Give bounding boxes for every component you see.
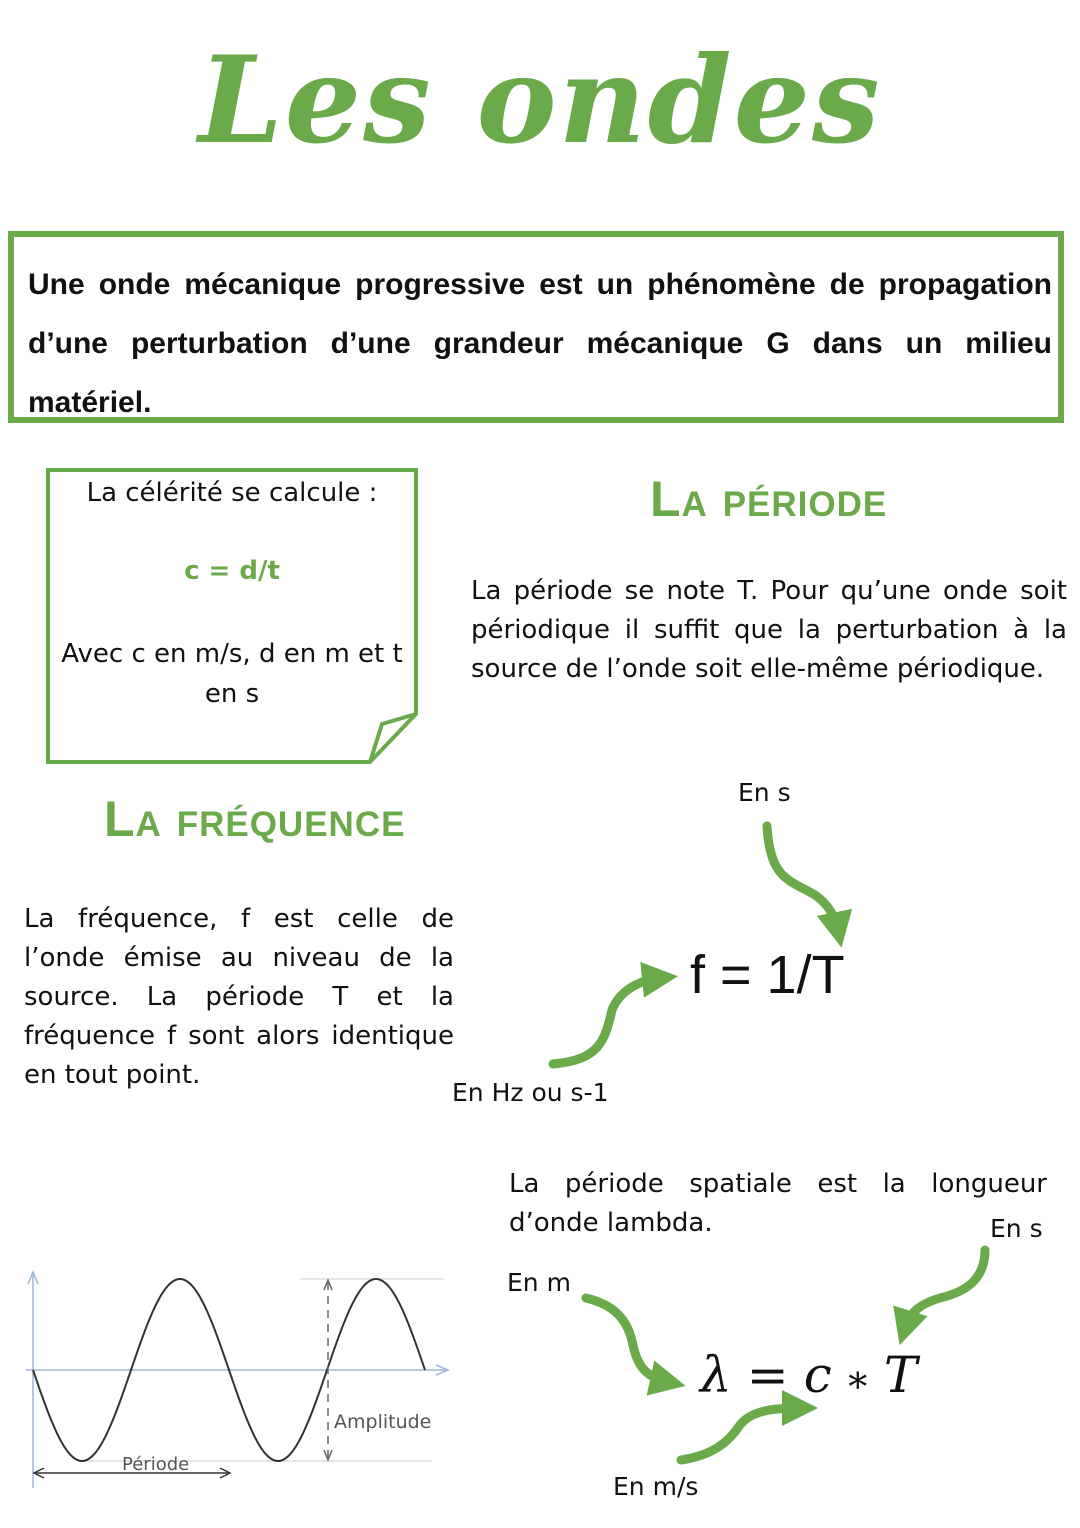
label-periode: Période: [122, 1454, 190, 1475]
arrow-en-m-to-lambda: [586, 1298, 668, 1382]
lambda-equals: =: [746, 1346, 789, 1404]
heading-frequence: La fréquence: [104, 791, 406, 847]
lambda-c: c: [803, 1346, 832, 1404]
definition-text: Une onde mécanique progressive est un phénomène de propagation d’une perturbation d’une grandeur mécanique G dans un milieu matériel.: [28, 268, 1052, 419]
label-en-s-top: En s: [738, 778, 791, 807]
label-amplitude: Amplitude: [334, 1411, 432, 1433]
celerity-formula: c = d/t: [184, 556, 280, 586]
arrow-hz-to-f: [553, 978, 660, 1064]
lambda-times: ∗: [844, 1357, 871, 1401]
label-en-s-lambda: En s: [990, 1214, 1043, 1243]
arrow-en-s-to-T: [905, 1250, 985, 1328]
lambda-formula: [700, 1346, 917, 1404]
heading-periode: La période: [650, 471, 888, 527]
label-en-m: En m: [507, 1268, 571, 1297]
lambda-symbol: λ: [700, 1346, 732, 1404]
label-en-hz: En Hz ou s-1: [452, 1078, 609, 1107]
arrow-en-ms-to-c: [681, 1408, 800, 1460]
celerity-units: Avec c en m/s, d en m et t en s: [61, 639, 403, 709]
celerity-intro: La célérité se calcule :: [86, 478, 378, 508]
frequence-text: La fréquence, f est celle de l’onde émise au niveau de la source. La période T et la fréquence f sont alors identique en tout point.: [24, 904, 454, 1090]
lambda-T: T: [883, 1346, 918, 1404]
label-en-ms: En m/s: [613, 1472, 699, 1501]
periode-text: La période se note T. Pour qu’une onde soit périodique il suffit que la perturbation à la source de l’onde soit elle-même périodique.: [471, 576, 1067, 684]
frequency-formula: f = 1/T: [690, 945, 845, 1005]
arrow-en-s-to-f: [767, 826, 838, 930]
page-title: Les ondes: [198, 30, 882, 171]
wave-figure: [20, 1268, 460, 1490]
spatiale-text: La période spatiale est la longueur d’onde lambda.: [509, 1169, 1047, 1238]
